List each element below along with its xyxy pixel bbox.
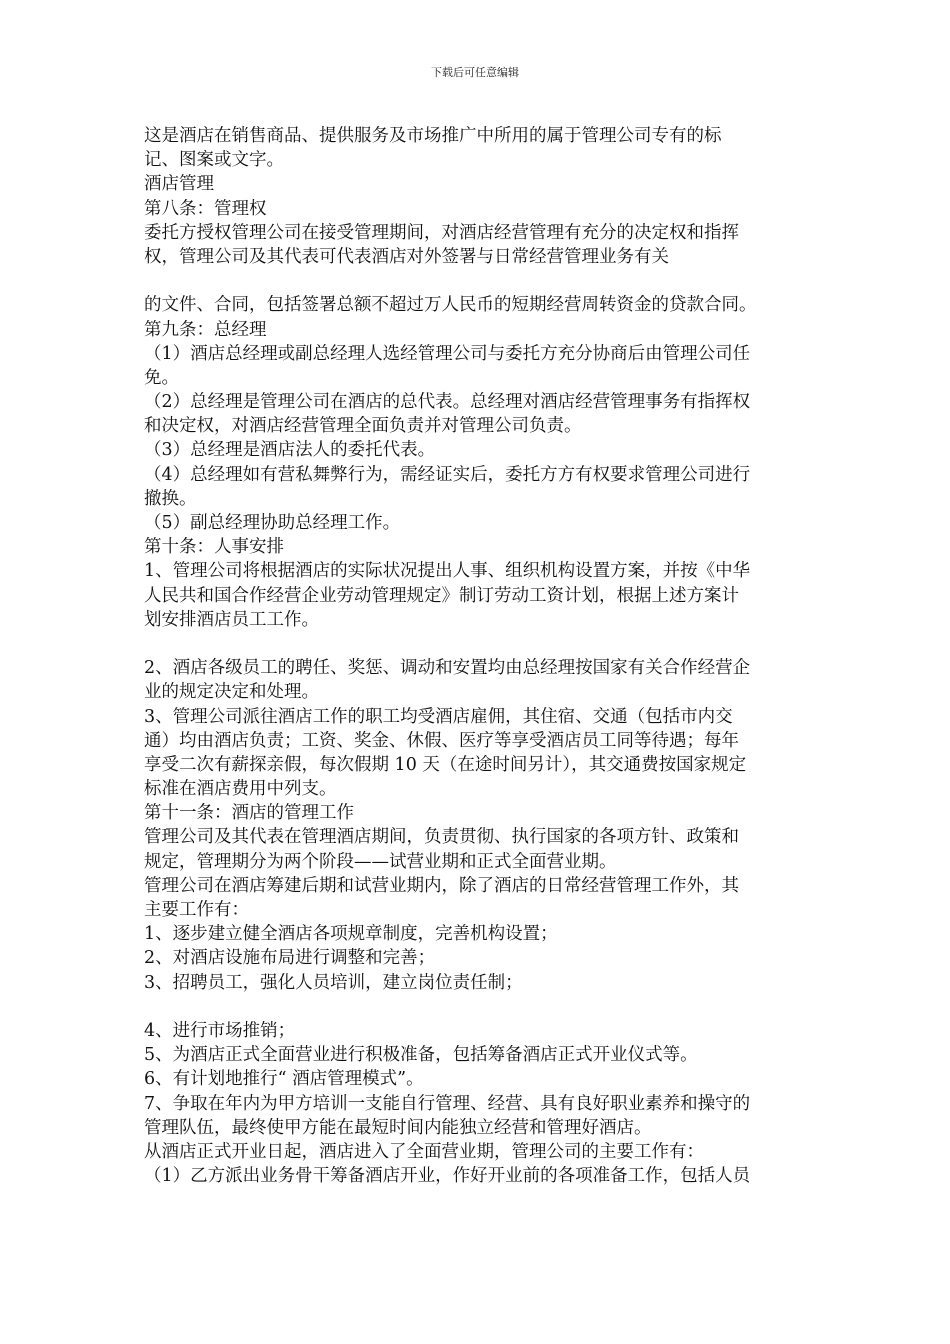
text-line: 3、招聘员工，强化人员培训，建立岗位责任制； [144,972,523,993]
text-line: 主要工作有： [144,900,249,920]
text-line: 免。 [144,367,179,388]
text-line: （4）总经理如有营私舞弊行为，需经证实后，委托方方有权要求管理公司进行 [144,464,751,485]
text-line: 第十一条：酒店的管理工作 [144,803,354,824]
text-line: 记、图案或文字。 [144,150,284,171]
text-line: （1）酒店总经理或副总经理人选经管理公司与委托方充分协商后由管理公司任 [144,343,751,364]
text-line: 第八条：管理权 [144,198,267,219]
text-line: 5、为酒店正式全面营业进行积极准备，包括筹备酒店正式开业仪式等。 [144,1045,698,1066]
text-line: 2、对酒店设施布局进行调整和完善； [144,948,436,969]
text-line: （5）副总经理协助总经理工作。 [144,513,401,533]
text-line: 人民共和国合作经营企业劳动管理规定》制订劳动工资计划，根据上述方案计 [144,585,739,606]
text-line: 业的规定决定和处理。 [144,682,319,703]
paragraph-gap [144,995,814,1019]
text-line: 1、管理公司将根据酒店的实际状况提出人事、组织机构设置方案，并按《中华 [144,561,751,582]
text-line: 规定，管理期分为两个阶段——试营业期和正式全面营业期。 [144,851,617,872]
document-body [144,124,814,1188]
text-line: 和决定权，对酒店经营管理全面负责并对管理公司负责。 [144,416,582,437]
text-line: 管理公司在酒店筹建后期和试营业期内，除了酒店的日常经营管理工作外，其 [144,875,739,896]
text-line: 管理队伍，最终使甲方能在最短时间内能独立经营和管理好酒店。 [144,1117,652,1138]
paragraph-gap [144,269,814,293]
text-line: 的文件、合同，包括签署总额不超过万人民币的短期经营周转资金的贷款合同。 [144,295,757,316]
text-line: （2）总经理是管理公司在酒店的总代表。总经理对酒店经营管理事务有指挥权 [144,392,751,413]
text-line: 第十条：人事安排 [144,537,284,558]
text-line: 通）均由酒店负责；工资、奖金、休假、医疗等享受酒店员工同等待遇；每年 [144,730,739,751]
text-line: 从酒店正式开业日起，酒店进入了全面营业期，管理公司的主要工作有： [144,1141,704,1162]
text-line: 2、酒店各级员工的聘任、奖惩、调动和安置均由总经理按国家有关合作经营企 [144,658,751,679]
paragraph-gap [144,632,814,656]
text-line: （3）总经理是酒店法人的委托代表。 [144,440,436,461]
text-line: 第九条：总经理 [144,319,267,340]
page-header: 下载后可任意编辑 [431,66,519,79]
text-line: 撤换。 [144,488,197,509]
text-line: 4、进行市场推销； [144,1020,296,1041]
text-line: 6、有计划地推行“ 酒店管理模式”。 [144,1069,424,1090]
text-line: 标准在酒店费用中列支。 [144,779,337,800]
text-line: 3、管理公司派往酒店工作的职工均受酒店雇佣，其住宿、交通（包括市内交 [144,706,733,727]
text-line: 权，管理公司及其代表可代表酒店对外签署与日常经营管理业务有关 [144,246,669,267]
text-line: 1、逐步建立健全酒店各项规章制度，完善机构设置； [144,924,558,945]
text-line: 享受二次有薪探亲假，每次假期 10 天（在途时间另计），其交通费按国家规定 [144,754,747,775]
text-line: 委托方授权管理公司在接受管理期间，对酒店经营管理有充分的决定权和指挥 [144,222,739,243]
text-line: 酒店管理 [144,174,214,195]
text-line: （1）乙方派出业务骨干筹备酒店开业，作好开业前的各项准备工作，包括人员 [144,1166,751,1187]
text-line: 这是酒店在销售商品、提供服务及市场推广中所用的属于管理公司专有的标 [144,126,722,146]
text-line: 划安排酒店员工工作。 [144,609,319,630]
text-line: 管理公司及其代表在管理酒店期间，负责贯彻、执行国家的各项方针、政策和 [144,827,739,848]
text-line: 7、争取在年内为甲方培训一支能自行管理、经营、具有良好职业素养和操守的 [144,1093,751,1114]
